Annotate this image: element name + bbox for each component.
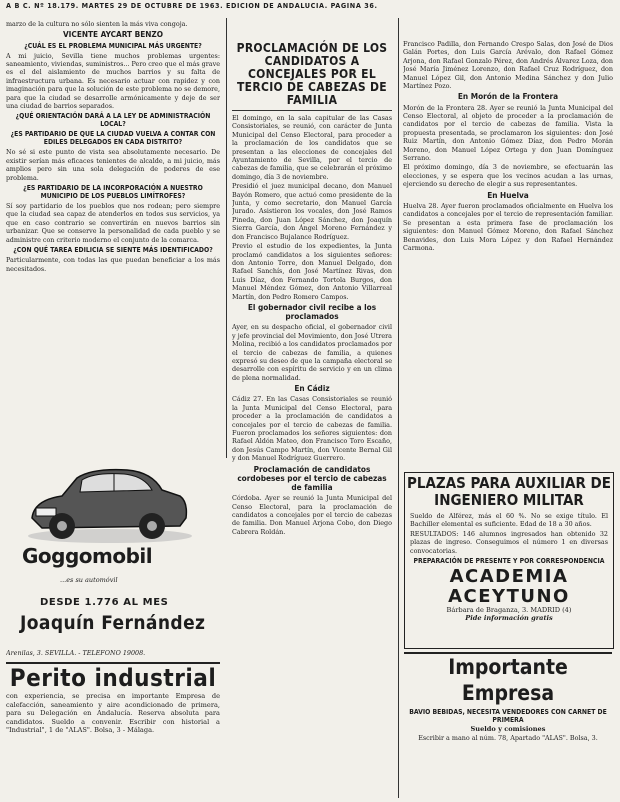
article-paragraph: Morón de la Frontera 28. Ayer se reunió la Junta Municipal del Censo Electoral, al objeto de proceder a la proclamación de candidatos por el tercio de cabezas de familia. Vista la propuesta presentada, se proclamaron los siguientes: don José Ruiz Martín, don Antonio Gómez Díaz, don Pedro Morán Moreno, don Manuel López Ortega y don Juan Domínguez Serrano. [403,103,613,163]
question-heading: ¿QUÉ ORIENTACIÓN DARÁ A LA LEY DE ADMINISTRACIÓN LOCAL? [15,112,211,129]
question-heading: ¿CON QUÉ TAREA EDILICIA SE SIENTE MÁS IDENTIFICADO? [13,246,213,255]
perito-title: Perito industrial [9,664,217,692]
car-illustration [22,456,192,546]
left-column [6,20,220,450]
article-paragraph: El próximo domingo, día 3 de noviembre, se efectuarán las elecciones, y se espera que los vecinos acudan a las urnas, ejerciendo su derecho de elegir a sus representantes. [403,163,613,189]
academia-address: Bárbara de Braganza, 3. MADRID (4) [446,606,572,615]
article-paragraph: Cádiz 27. En las Casas Consistoriales se reunió la Junta Municipal del Censo Electoral, para proceder a la proclamación de candidatos a concejales por el tercio de cabezas de familia. Fueron proclamados los señores siguientes: don Rafael Aldón Mateo, don Francisco Toro Escaño, don Jesús Campo Martín, don Vicente Bernal Gil y don Manuel Rodríguez Guerrero. [232,395,392,463]
right-column [403,40,613,468]
academia-name: ACADEMIA [449,566,569,588]
section-heading: En Cádiz [294,383,330,394]
car-brand-logo: Goggomobil [22,544,153,568]
question-heading: ¿ES PARTIDARIO DE QUE LA CIUDAD VUELVA A CONTAR CON EDILES DELEGADOS EN CADA DISTRITO? [10,130,216,147]
article-paragraph: Córdoba. Ayer se reunió la Junta Municipal del Censo Electoral, para la proclamación de candidatos a concejales por el tercio de cabezas de familia. Don Manuel Arjona Cobo, don Diego Cabrera Roldán. [232,494,392,536]
article-paragraph: El domingo, en la sala capitular de las Casas Consistoriales, se reunió, con carácter de Junta Municipal del Censo Electoral, para proceder a la proclamación de los candidatos que se presentan a las elecciones de concejales del Ayuntamiento de Sevilla, por el tercio de cabezas de familia, que se celebrarán el próximo domingo, día 3 de noviembre. [232,114,392,181]
answer-paragraph: No sé si este punto de vista sea absolutamente necesario. De existir serían más eficaces tenientes de alcalde, a mi juicio, más amplios pero sin una sola delegación de poderes de ese problema. [6,148,220,182]
importante-title: Importante Empresa [404,652,612,706]
middle-column [232,40,392,795]
article-paragraph: Ayer, en su despacho oficial, el gobernador civil y jefe provincial del Movimiento, don José Utrera Molina, recibió a los candidatos proclamados por el tercio de cabezas de familia, a quienes expresó su deseo de que la campaña electoral se desarrolle con espíritu de servicio y en un clima de plena normalidad. [232,323,392,382]
importante-line: Sueldo y comisiones [470,725,546,733]
academia-name: ACEYTUNO [448,586,570,608]
dealer-address: Arenilas, 3. SEVILLA. - TELEFONO 19008. [6,650,146,657]
article-paragraph: Huelva 28. Ayer fueron proclamados oficialmente en Huelva los candidatos a concejales por el tercio de representación familiar. Se presentan a esta primera fase de proclamación los siguientes: don Manuel Gómez Moreno, don Rafael Sánchez Benavides, don Luis Mora López y don Rafael Hernández Carmona. [403,201,613,252]
intro-text: marzo de la cultura no sólo sienten la más viva congoja. [6,20,188,28]
section-heading: En Huelva [487,189,529,200]
perito-text: con experiencia, se precisa en importante Empresa de calefacción, saneamiento y aire acondicionado de primera, para su Delegación en Andalucía. Reserva absoluta para candidatos. Sueldo a convenir. Escribir con historial a "Industrial", 1 de "ALAS". Bolsa, 3 - Málaga. [6,692,220,735]
article-title: PROCLAMACIÓN DE LOS CANDIDATOS A CONCEJALES POR EL TERCIO DE CABEZAS DE FAMILIA [236,41,388,107]
masthead: A B C. Nº 18.179. MARTES 29 DE OCTUBRE DE 1963. EDICION DE ANDALUCIA. PAGINA 36. [6,2,378,10]
dealer-name: Joaquín Fernández [20,612,206,634]
academia-info: Pide información gratis [465,613,553,622]
answer-paragraph: Particularmente, con todas las que puedan beneficiar a los más necesitados. [6,256,220,273]
importante-ad [404,652,612,743]
article-paragraph: Presidió el juez municipal decano, don Manuel Bayón Romero, que actuó como presidente de la Junta, y como secretario, don Manuel García Jurado. Asistieron los vocales, don José Ramos Pineda, don Juan López Sánchez, don Joaquín Sierra García, don Ángel Moreno Fernández y don Francisco Bujalance Rodríguez. [232,182,392,241]
article-paragraph: Francisco Padilla, don Fernando Crespo Salas, don José de Dios Galán Portes, don Luis García Arévalo, don Rafael Gómez Arjona, don Rafael Gonzalo Pérez, don Andrés Álvarez Loza, don José María Jiménez Lorenzo, don Rafael Cruz Rodríguez, don Manuel López Gil, don Antonio Medina Sánchez y don Julio Martínez Pozo. [403,40,613,91]
importante-sub: BAVIO BEBIDAS, NECESITA VENDEDORES CON CARNET DE PRIMERA [409,708,607,724]
question-heading: ¿CUÁL ES EL PROBLEMA MUNICIPAL MÁS URGENTE? [24,41,202,50]
perito-ad [6,662,220,736]
interviewee-header: VICENTE AYCART BENZO [62,29,164,40]
plazas-text: Sueldo de Alférez, más el 60 %. No se exige título. El Bachiller elemental es suficiente. Edad de 18 a 30 años. [410,512,608,529]
plazas-prep: PREPARACIÓN DE PRESENTE Y POR CORRESPONDENCIA [413,557,605,566]
column-divider [398,18,399,798]
question-heading: ¿ES PARTIDARIO DE LA INCORPORACIÓN A NUESTRO MUNICIPIO DE LOS PUEBLOS LIMÍTROFES? [23,184,203,201]
section-heading: Proclamación de candidatos cordobeses por el tercio de cabezas de familia [237,463,387,493]
importante-line: Escribir a mano al núm. 78, Apartado "ALAS". Bolsa, 3. [418,733,598,742]
plazas-ad [404,472,614,649]
car-brand-slogan: ...es su automóvil [60,576,118,584]
article-paragraph: Previo el estudio de los expedientes, la Junta proclamó candidatos a los siguientes señores: don Antonio Torre, don Manuel Delgado, don Rafael Sanchís, don José Martínez Rivas, don Luis Díaz, don Fernando Tortola Burgos, don Manuel Méndez Gómez, don Antonio Villarreal Martín, don Pedro Romero Campos. [232,242,392,301]
answer-paragraph: A mi juicio, Sevilla tiene muchos problemas urgentes: saneamiento, viviendas, suministros... Pero creo que el más grave es el del aislamiento de muchos barrios y su falta de infraestructura urbana. Es necesario actuar con rapidez y con imaginación para que la solución de este problema no se demore, para que la ciudad se desarrolle armónicamente y deje de ser una ciudad de barrios separados. [6,51,220,111]
plazas-text: RESULTADOS: 146 alumnos ingresados han obtenido 32 plazas de ingreso. Conseguimos el número 1 en diversas convocatorias. [410,529,608,555]
section-heading: En Morón de la Frontera [457,91,559,102]
column-divider [226,18,227,458]
answer-paragraph: Sí soy partidario de los pueblos que nos rodean; pero siempre que la ciudad sea capaz de atenderlos en todos sus servicios, ya que en caso contrario se convertirán en nuevos barrios sin urbanizar. Que se conserve la personalidad de cada pueblo y se administre con criterio moderno el conjunto de la comarca. [6,202,220,244]
section-heading: El gobernador civil recibe a los proclamados [247,301,377,322]
car-price: DESDE 1.776 AL MES [40,597,169,608]
plazas-title: PLAZAS PARA AUXILIAR DE INGENIERO MILITAR [406,474,611,509]
divider [232,110,392,111]
